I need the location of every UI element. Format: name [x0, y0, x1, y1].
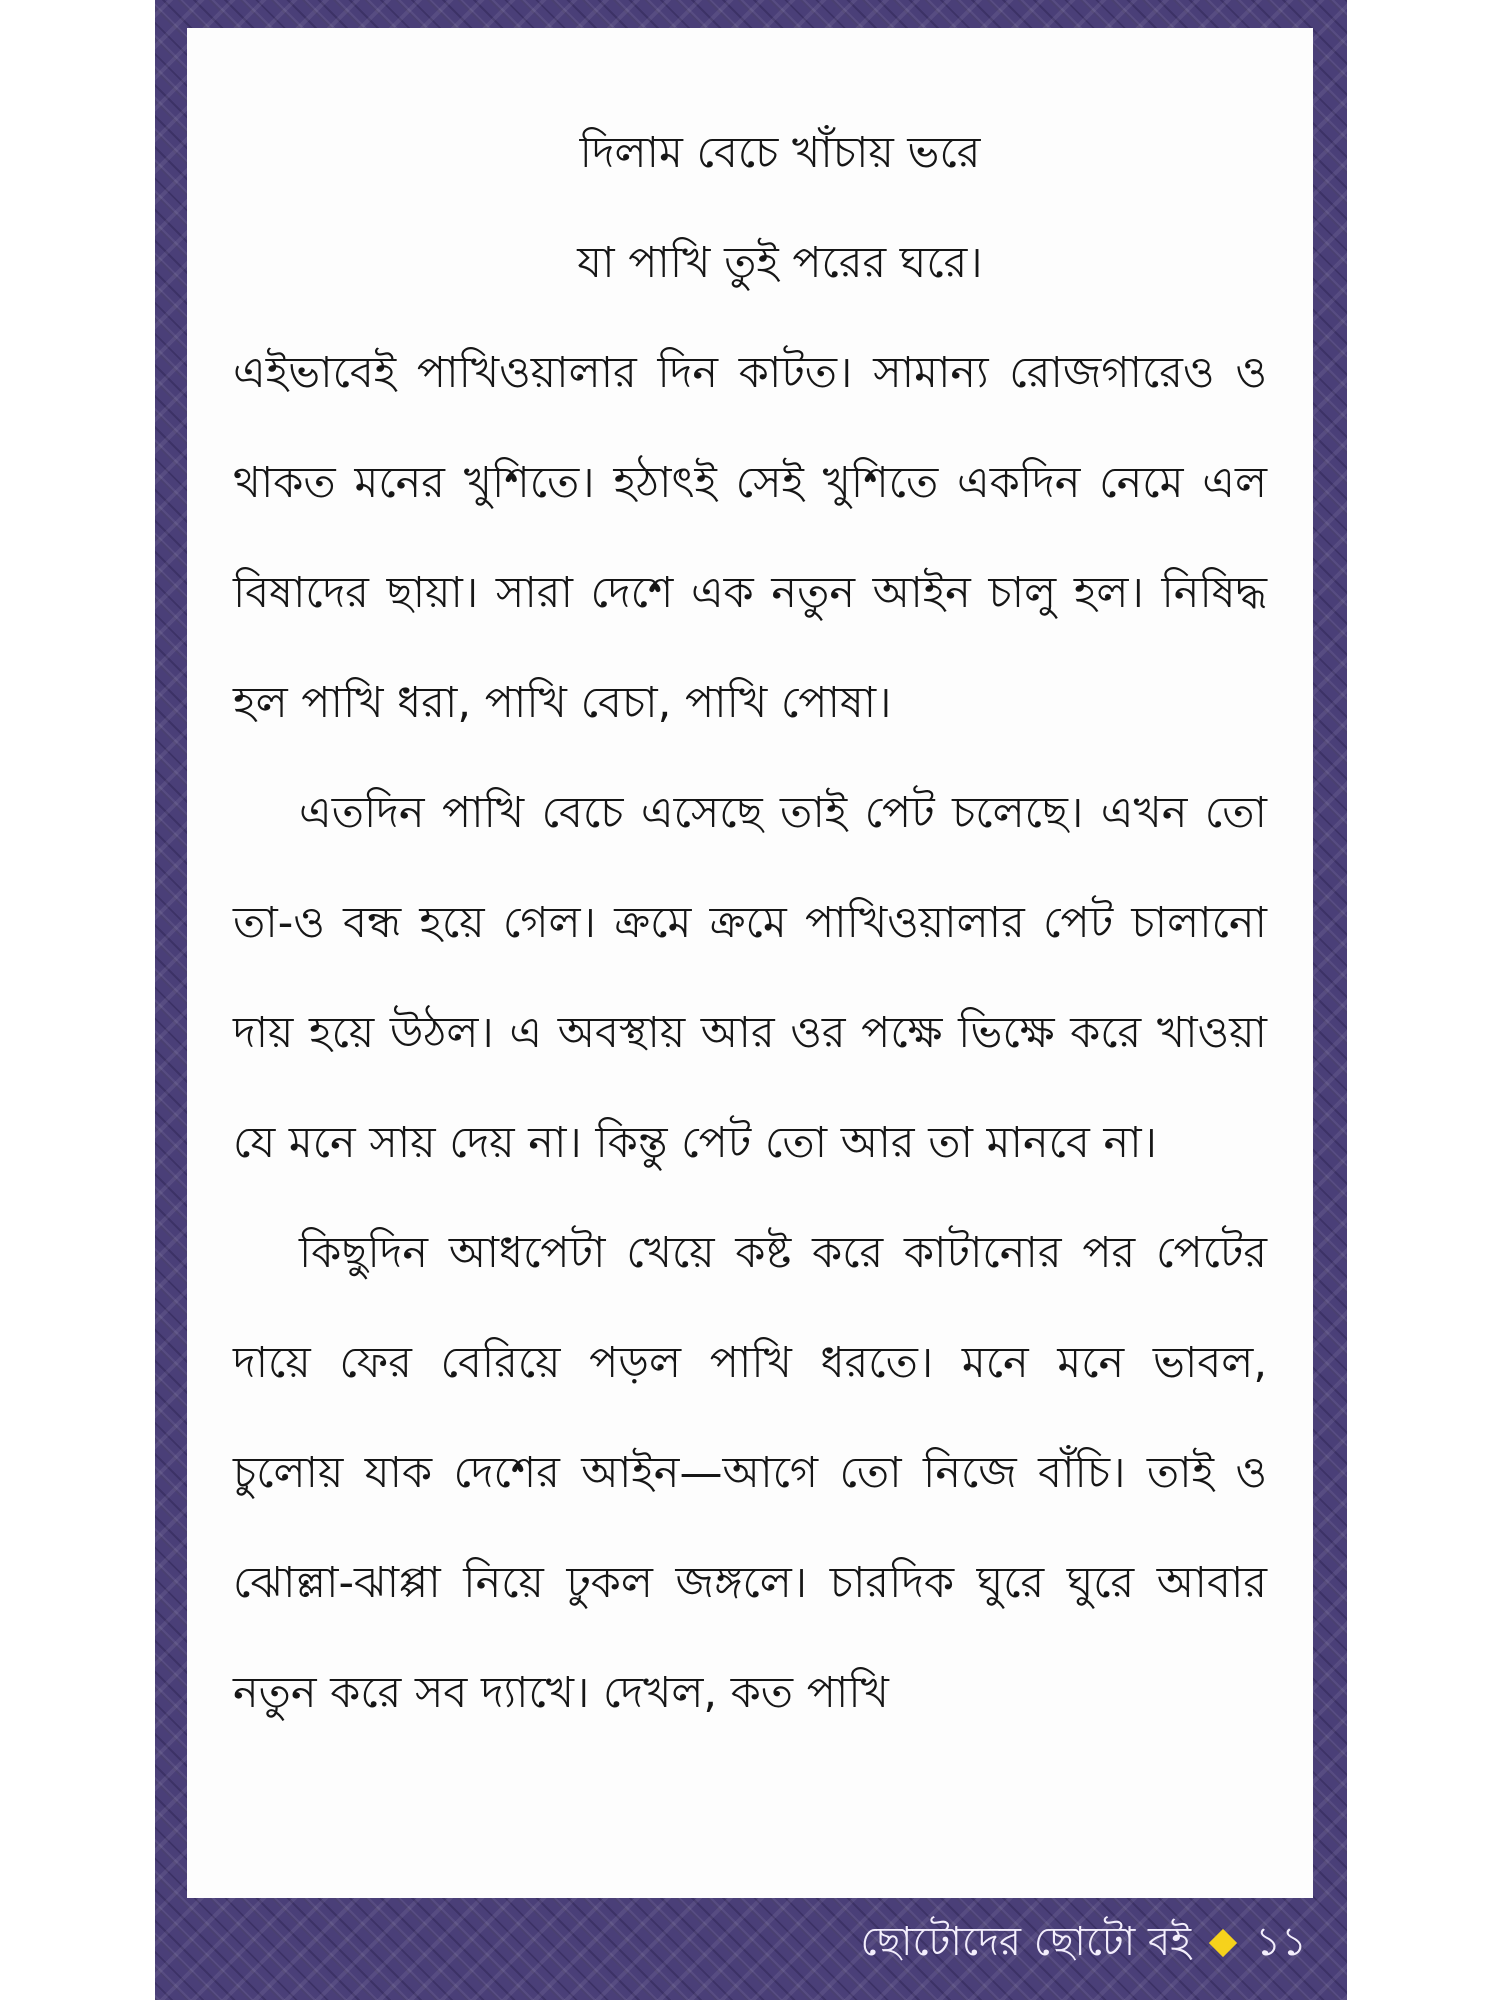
paragraph-3: কিছুদিন আধপেটা খেয়ে কষ্ট করে কাটানোর পর পেটের দায়ে ফের বেরিয়ে পড়ল পাখি ধরতে। মনে মনে ভাবল, চুলোয় যাক দেশের আইন—আগে তো নিজে বাঁচি। তাই ও ঝোল্লা-ঝাপ্পা নিয়ে ঢুকল জঙ্গলে। চারদিক ঘুরে ঘুরে আবার নতুন করে সব দ্যাখে। দেখল, কত পাখি: [233, 1228, 1267, 1718]
verse-line-1: দিলাম বেচে খাঁচায় ভরে: [579, 128, 981, 178]
page-number: ১১: [1255, 1918, 1307, 1965]
book-title: ছোটোদের ছোটো বই: [860, 1918, 1192, 1965]
paragraph-1: এইভাবেই পাখিওয়ালার দিন কাটত। সামান্য রোজগারেও ও থাকত মনের খুশিতে। হঠাৎই সেই খুশিতে একদিন নেমে এল বিষাদের ছায়া। সারা দেশে এক নতুন আইন চালু হল। নিষিদ্ধ হল পাখি ধরা, পাখি বেচা, পাখি পোষা।: [233, 348, 1267, 728]
verse-line-2: যা পাখি তুই পরের ঘরে।: [577, 238, 983, 288]
diamond-icon: [1209, 1929, 1237, 1957]
page-footer: [860, 1908, 1307, 1978]
paragraph-2: এতদিন পাখি বেচে এসেছে তাই পেট চলেছে। এখন তো তা-ও বন্ধ হয়ে গেল। ক্রমে ক্রমে পাখিওয়ালার পেট চালানো দায় হয়ে উঠল। এ অবস্থায় আর ওর পক্ষে ভিক্ষে করে খাওয়া যে মনে সায় দেয় না। কিন্তু পেট তো আর তা মানবে না।: [233, 788, 1267, 1168]
text-panel: [187, 28, 1313, 1898]
book-page: [155, 0, 1347, 2000]
